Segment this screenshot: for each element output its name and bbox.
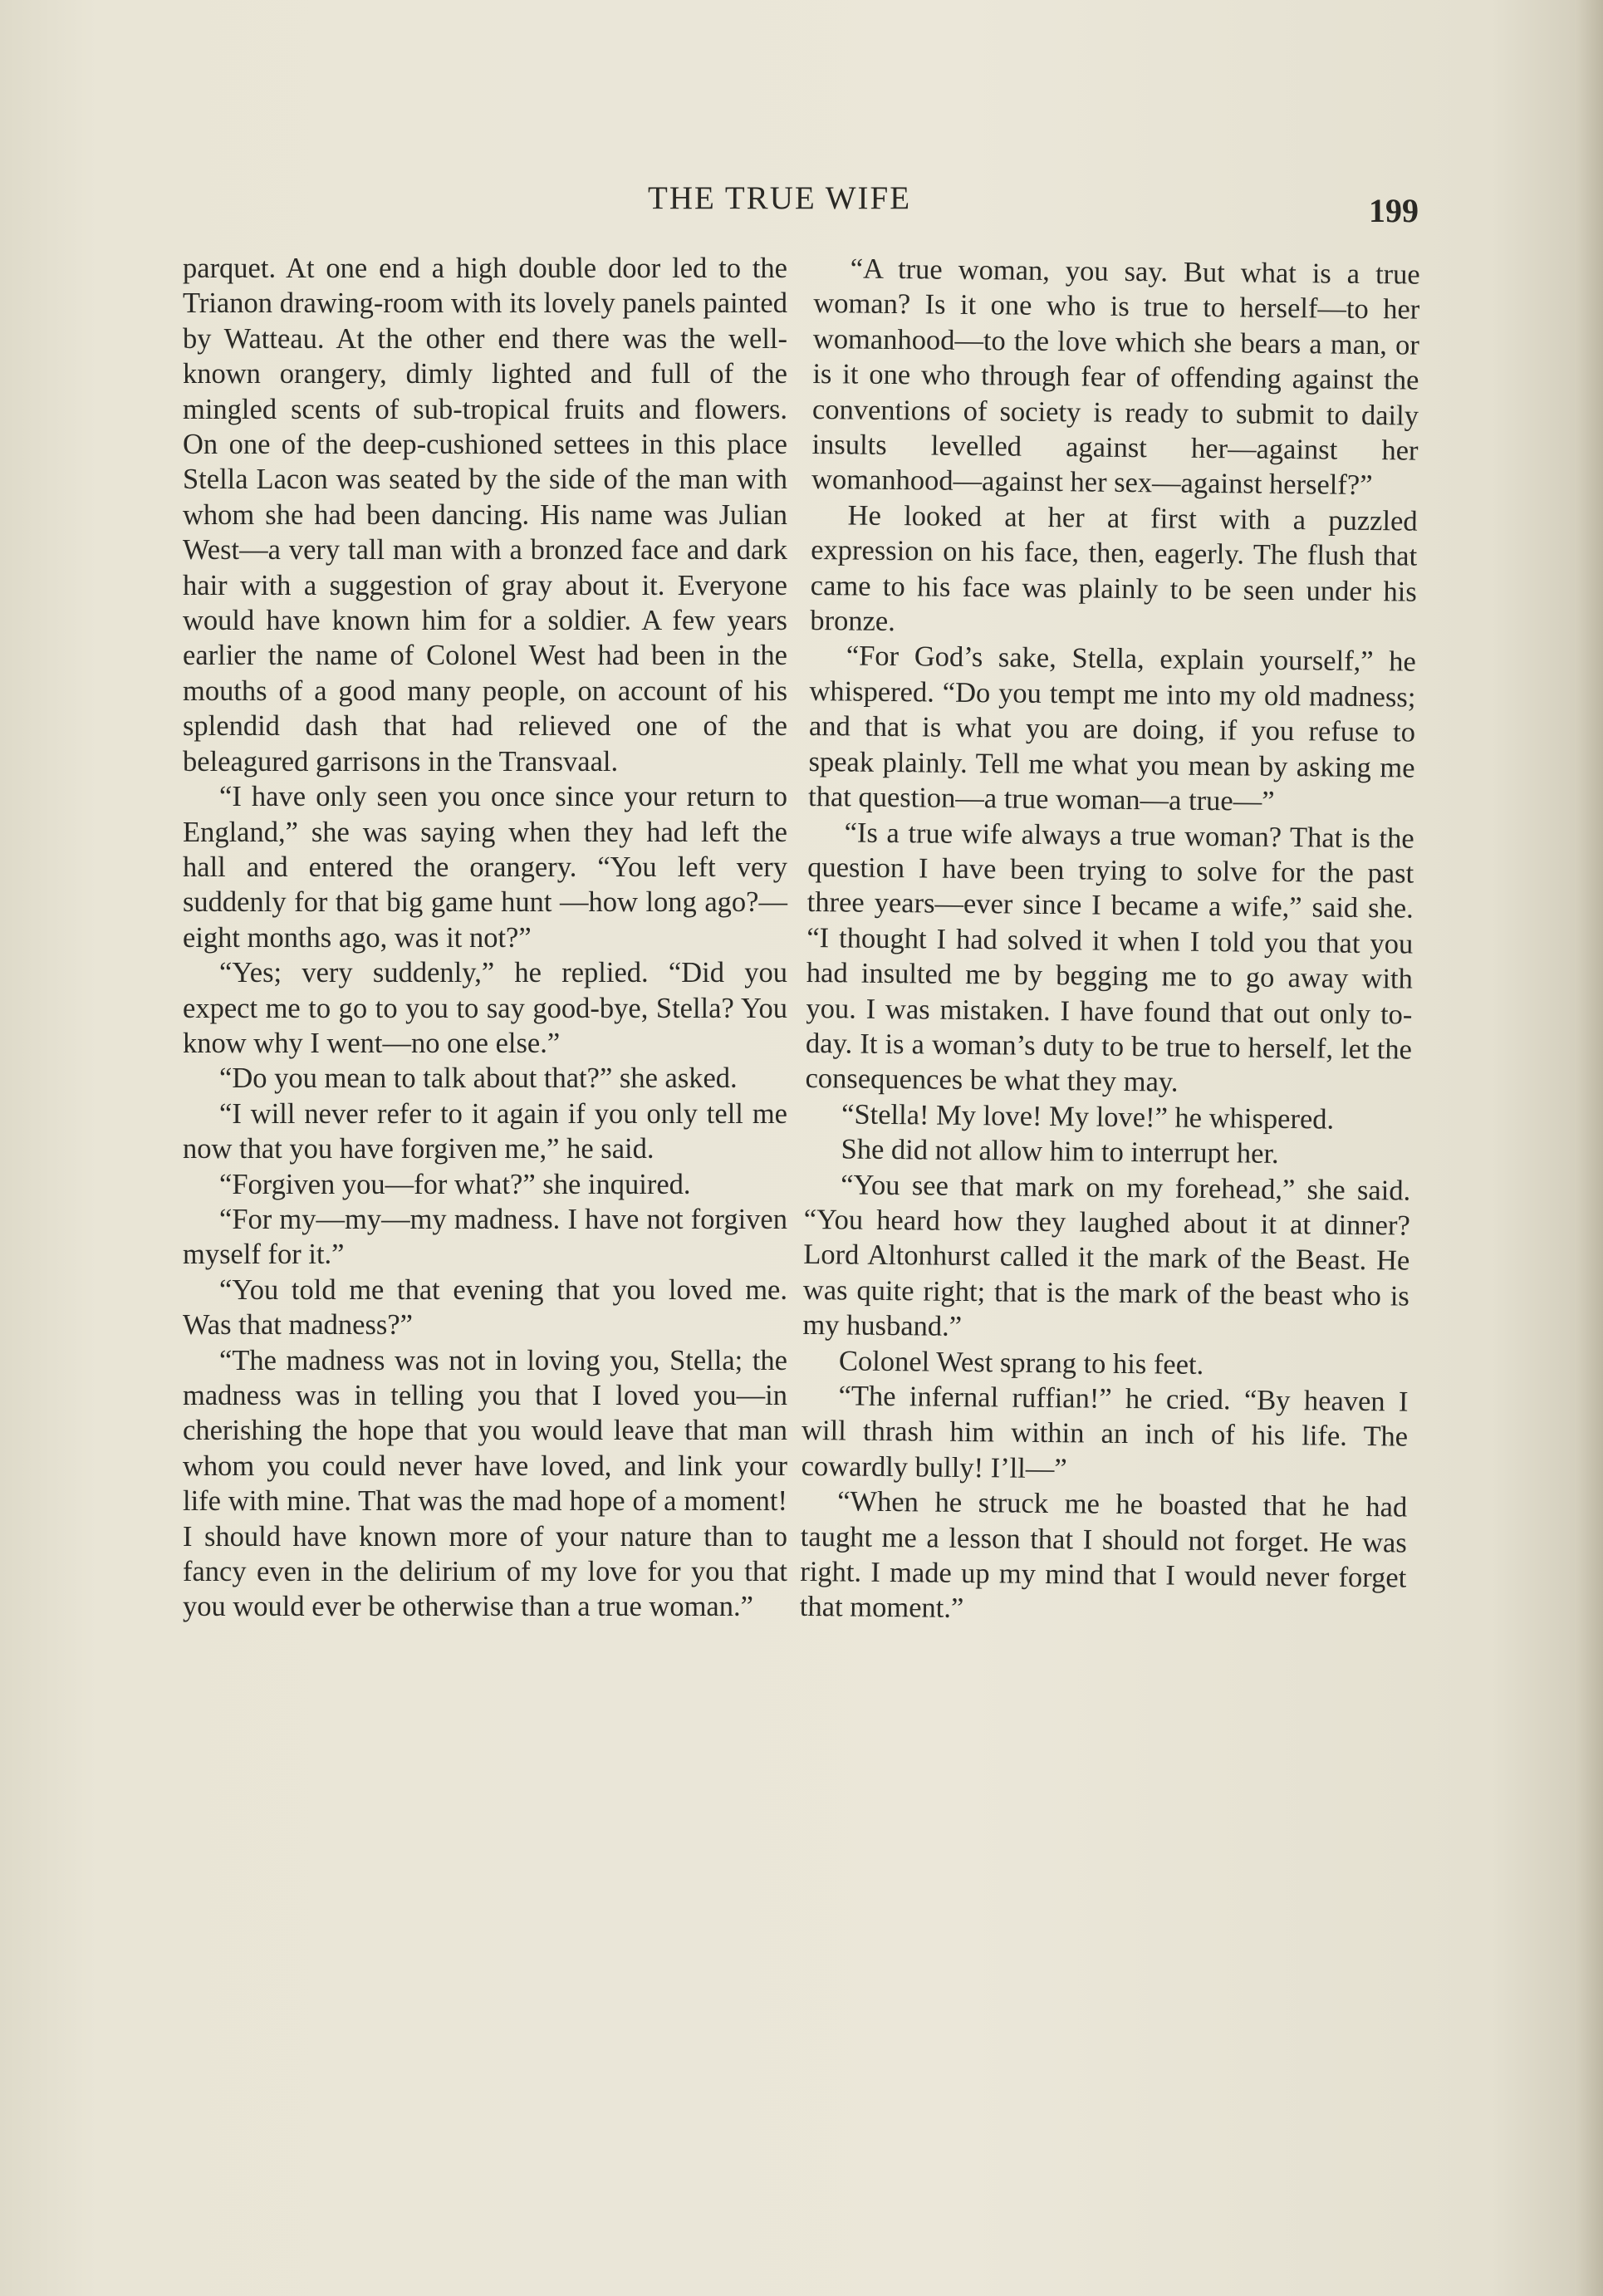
paragraph: “Do you mean to talk about that?” she asked. <box>219 1062 738 1095</box>
paragraph: “When he struck me he boasted that he had taught me a lesson that I should not forget. He was right. I made up my mind that I would never forget that moment.” <box>799 1485 1408 1625</box>
paragraph: “Is a true wife always a true woman? That is the question I have been trying to solve for the past three years—ever since I became a wife,” said she. “I thought I had solved it when I told you that you had insulted me by begging me to go away with you. I was mistaken. I have found that out only to-day. It is a woman’s duty to be true to herself, let the consequences be what they may. <box>805 816 1414 1098</box>
paragraph: “You see that mark on my forehead,” she said. “You heard how they laughed about it at dinner? Lord Altonhurst called it the mark of the Beast. He was quite right; that is the mark of the beast who is my husband.” <box>802 1168 1411 1343</box>
paragraph: “For God’s sake, Stella, explain yourself,” he whispered. “Do you tempt me into my old madness; and that is what you are doing, if you refuse to speak plainly. Tell me what you mean by asking me that question—a true woman—a true—” <box>807 640 1417 817</box>
paragraph: “Stella! My love! My love!” he whispered. <box>841 1098 1335 1136</box>
page-gutter <box>1575 0 1603 2296</box>
paragraph: “I have only seen you once since your return to England,” she was saying when they had left the hall and entered the orangery. “You left very suddenly for that big game hunt —how long ago?—eight months ago, was it not?” <box>183 781 787 954</box>
paragraph: “For my—my—my madness. I have not forgiven myself for it.” <box>183 1203 787 1271</box>
paragraph: She did not allow him to interrupt her. <box>841 1133 1279 1170</box>
paragraph: “You told me that evening that you loved me. Was that madness?” <box>183 1273 787 1342</box>
paragraph: “Forgiven you—for what?” she inquired. <box>219 1168 691 1200</box>
left-column <box>183 251 787 1625</box>
paragraph: “I will never refer to it again if you only tell me now that you have forgiven me,” he said. <box>183 1097 787 1165</box>
running-head: THE TRUE WIFE <box>648 180 912 216</box>
paragraph: parquet. At one end a high double door led to the Trianon drawing-room with its lovely panels painted by Watteau. At the other end there was the well-known orangery, dimly lighted and full of the mingled scents of sub-tropical fruits and flowers. On one of the deep-cushioned settees in this place Stella Lacon was seated by the side of the man with whom she had been dancing. His name was Julian West—a very tall man with a bronzed face and dark hair with a suggestion of gray about it. Everyone would have known him for a soldier. A few years earlier the name of Colonel West had been in the mouths of a good many people, on account of his splendid dash that had relieved one of the beleagured garrisons in the Transvaal. <box>183 253 787 778</box>
paragraph: He looked at her at first with a puzzled expression on his face, then, eagerly. The flush that came to his face was plainly to be seen under his bronze. <box>810 499 1418 638</box>
paragraph: “A true woman, you say. But what is a true woman? Is it one who is true to herself—to her womanhood—to the love which she bears a man, or is it one who through fear of offending against the conventions of society is ready to submit to daily insults levelled against her—against her womanhood—against her sex—against herself?” <box>811 253 1420 502</box>
paragraph: Colonel West sprang to his feet. <box>838 1344 1204 1381</box>
paragraph: “The infernal ruffian!” he cried. “By heaven I will thrash him within an inch of his life. The cowardly bully! I’ll—” <box>801 1380 1409 1485</box>
paragraph: “The madness was not in loving you, Stella; the madness was in telling you that I loved you—in cherishing the hope that you would leave that man whom you could never have loved, and link your life with mine. That was the mad hope of a moment! I should have known more of your nature than to fancy even in the delirium of my love for you that you would ever be otherwise than a true woman.” <box>183 1344 787 1623</box>
right-column <box>800 251 1420 1631</box>
page-number: 199 <box>1369 192 1419 229</box>
paragraph: “Yes; very suddenly,” he replied. “Did you expect me to go to you to say good-bye, Stella? You know why I went—no one else.” <box>183 957 787 1059</box>
